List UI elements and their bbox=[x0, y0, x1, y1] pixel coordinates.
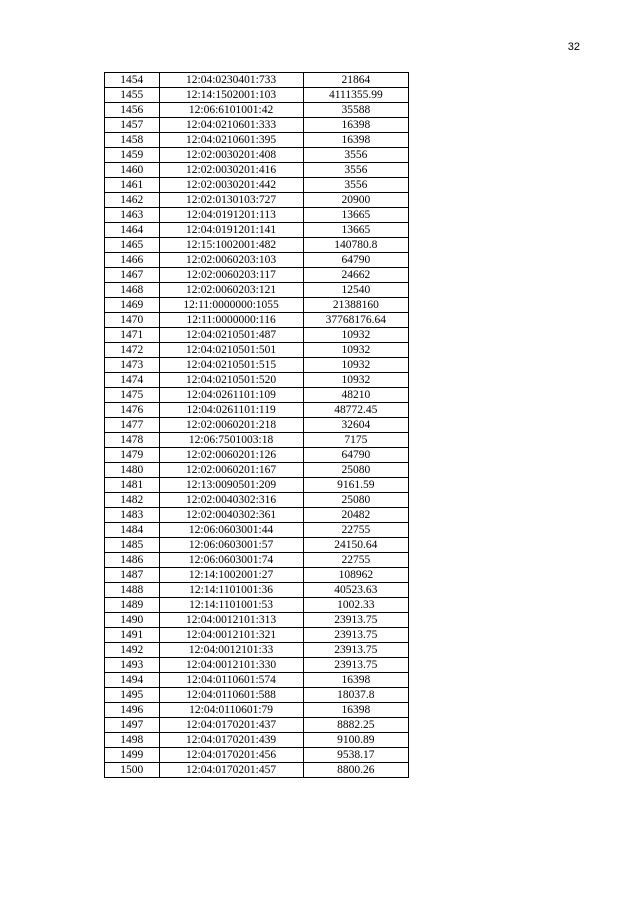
amount-cell: 64790 bbox=[303, 253, 408, 268]
row-number-cell: 1474 bbox=[105, 373, 160, 388]
table-row bbox=[105, 148, 409, 163]
cadastral-number-cell: 12:04:0210501:515 bbox=[159, 358, 303, 373]
amount-cell: 1002.33 bbox=[303, 598, 408, 613]
cadastral-number-cell: 12:04:0170201:439 bbox=[159, 733, 303, 748]
cadastral-number-cell: 12:04:0170201:437 bbox=[159, 718, 303, 733]
table-row bbox=[105, 718, 409, 733]
cadastral-number-cell: 12:02:0030201:442 bbox=[159, 178, 303, 193]
amount-cell: 21388160 bbox=[303, 298, 408, 313]
row-number-cell: 1471 bbox=[105, 328, 160, 343]
row-number-cell: 1499 bbox=[105, 748, 160, 763]
cadastral-number-cell: 12:02:0060203:103 bbox=[159, 253, 303, 268]
cadastral-number-cell: 12:04:0012101:313 bbox=[159, 613, 303, 628]
amount-cell: 3556 bbox=[303, 148, 408, 163]
amount-cell: 13665 bbox=[303, 208, 408, 223]
table-row bbox=[105, 673, 409, 688]
amount-cell: 25080 bbox=[303, 493, 408, 508]
table-row bbox=[105, 613, 409, 628]
row-number-cell: 1462 bbox=[105, 193, 160, 208]
table-row bbox=[105, 403, 409, 418]
amount-cell: 35588 bbox=[303, 103, 408, 118]
row-number-cell: 1494 bbox=[105, 673, 160, 688]
amount-cell: 10932 bbox=[303, 373, 408, 388]
cadastral-number-cell: 12:04:0261101:119 bbox=[159, 403, 303, 418]
row-number-cell: 1467 bbox=[105, 268, 160, 283]
table-row bbox=[105, 448, 409, 463]
cadastral-number-cell: 12:02:0060201:167 bbox=[159, 463, 303, 478]
amount-cell: 140780.8 bbox=[303, 238, 408, 253]
table-row bbox=[105, 73, 409, 88]
cadastral-number-cell: 12:04:0261101:109 bbox=[159, 388, 303, 403]
amount-cell: 8882.25 bbox=[303, 718, 408, 733]
table-row bbox=[105, 583, 409, 598]
amount-cell: 8800.26 bbox=[303, 763, 408, 778]
row-number-cell: 1479 bbox=[105, 448, 160, 463]
amount-cell: 10932 bbox=[303, 328, 408, 343]
row-number-cell: 1463 bbox=[105, 208, 160, 223]
row-number-cell: 1454 bbox=[105, 73, 160, 88]
cadastral-number-cell: 12:04:0110601:574 bbox=[159, 673, 303, 688]
amount-cell: 37768176.64 bbox=[303, 313, 408, 328]
cadastral-number-cell: 12:02:0030201:408 bbox=[159, 148, 303, 163]
row-number-cell: 1459 bbox=[105, 148, 160, 163]
cadastral-number-cell: 12:02:0130103:727 bbox=[159, 193, 303, 208]
row-number-cell: 1472 bbox=[105, 343, 160, 358]
cadastral-number-cell: 12:04:0230401:733 bbox=[159, 73, 303, 88]
row-number-cell: 1480 bbox=[105, 463, 160, 478]
amount-cell: 9100.89 bbox=[303, 733, 408, 748]
table-row bbox=[105, 373, 409, 388]
row-number-cell: 1484 bbox=[105, 523, 160, 538]
amount-cell: 21864 bbox=[303, 73, 408, 88]
amount-cell: 16398 bbox=[303, 133, 408, 148]
table-row bbox=[105, 748, 409, 763]
row-number-cell: 1469 bbox=[105, 298, 160, 313]
row-number-cell: 1476 bbox=[105, 403, 160, 418]
table-row bbox=[105, 283, 409, 298]
cadastral-number-cell: 12:02:0040302:361 bbox=[159, 508, 303, 523]
cadastral-number-cell: 12:04:0110601:588 bbox=[159, 688, 303, 703]
amount-cell: 24150.64 bbox=[303, 538, 408, 553]
amount-cell: 9161.59 bbox=[303, 478, 408, 493]
amount-cell: 16398 bbox=[303, 703, 408, 718]
row-number-cell: 1485 bbox=[105, 538, 160, 553]
table-row bbox=[105, 238, 409, 253]
row-number-cell: 1456 bbox=[105, 103, 160, 118]
table-row bbox=[105, 313, 409, 328]
cadastral-number-cell: 12:11:0000000:116 bbox=[159, 313, 303, 328]
amount-cell: 10932 bbox=[303, 358, 408, 373]
table-row bbox=[105, 643, 409, 658]
cadastral-number-cell: 12:04:0210601:333 bbox=[159, 118, 303, 133]
cadastral-number-cell: 12:04:0012101:33 bbox=[159, 643, 303, 658]
table-row bbox=[105, 133, 409, 148]
amount-cell: 64790 bbox=[303, 448, 408, 463]
row-number-cell: 1487 bbox=[105, 568, 160, 583]
row-number-cell: 1482 bbox=[105, 493, 160, 508]
row-number-cell: 1478 bbox=[105, 433, 160, 448]
row-number-cell: 1493 bbox=[105, 658, 160, 673]
cadastral-number-cell: 12:04:0170201:457 bbox=[159, 763, 303, 778]
cadastral-number-cell: 12:04:0210501:501 bbox=[159, 343, 303, 358]
row-number-cell: 1460 bbox=[105, 163, 160, 178]
cadastral-number-cell: 12:02:0040302:316 bbox=[159, 493, 303, 508]
row-number-cell: 1492 bbox=[105, 643, 160, 658]
row-number-cell: 1455 bbox=[105, 88, 160, 103]
amount-cell: 23913.75 bbox=[303, 643, 408, 658]
table-row bbox=[105, 253, 409, 268]
row-number-cell: 1468 bbox=[105, 283, 160, 298]
cadastral-number-cell: 12:04:0210601:395 bbox=[159, 133, 303, 148]
table-row bbox=[105, 88, 409, 103]
amount-cell: 108962 bbox=[303, 568, 408, 583]
amount-cell: 22755 bbox=[303, 553, 408, 568]
row-number-cell: 1489 bbox=[105, 598, 160, 613]
amount-cell: 23913.75 bbox=[303, 658, 408, 673]
amount-cell: 16398 bbox=[303, 118, 408, 133]
cadastral-number-cell: 12:06:0603001:74 bbox=[159, 553, 303, 568]
cadastral-number-cell: 12:04:0191201:113 bbox=[159, 208, 303, 223]
amount-cell: 20482 bbox=[303, 508, 408, 523]
table-body bbox=[105, 73, 409, 778]
table-row bbox=[105, 193, 409, 208]
amount-cell: 48772.45 bbox=[303, 403, 408, 418]
cadastral-number-cell: 12:04:0210501:487 bbox=[159, 328, 303, 343]
amount-cell: 32604 bbox=[303, 418, 408, 433]
table-row bbox=[105, 268, 409, 283]
cadastral-number-cell: 12:02:0060201:126 bbox=[159, 448, 303, 463]
row-number-cell: 1457 bbox=[105, 118, 160, 133]
page-number: 32 bbox=[567, 41, 580, 53]
table-row bbox=[105, 418, 409, 433]
table-row bbox=[105, 223, 409, 238]
row-number-cell: 1477 bbox=[105, 418, 160, 433]
row-number-cell: 1488 bbox=[105, 583, 160, 598]
table-row bbox=[105, 328, 409, 343]
cadastral-number-cell: 12:02:0060201:218 bbox=[159, 418, 303, 433]
cadastral-number-cell: 12:02:0060203:121 bbox=[159, 283, 303, 298]
row-number-cell: 1490 bbox=[105, 613, 160, 628]
cadastral-number-cell: 12:06:0603001:57 bbox=[159, 538, 303, 553]
cadastral-number-cell: 12:02:0060203:117 bbox=[159, 268, 303, 283]
table-row bbox=[105, 688, 409, 703]
cadastral-number-cell: 12:04:0012101:321 bbox=[159, 628, 303, 643]
table-row bbox=[105, 568, 409, 583]
cadastral-number-cell: 12:02:0030201:416 bbox=[159, 163, 303, 178]
table-row bbox=[105, 538, 409, 553]
table-row bbox=[105, 598, 409, 613]
amount-cell: 7175 bbox=[303, 433, 408, 448]
row-number-cell: 1481 bbox=[105, 478, 160, 493]
row-number-cell: 1464 bbox=[105, 223, 160, 238]
data-table bbox=[104, 72, 409, 778]
row-number-cell: 1483 bbox=[105, 508, 160, 523]
cadastral-number-cell: 12:14:1101001:36 bbox=[159, 583, 303, 598]
amount-cell: 3556 bbox=[303, 163, 408, 178]
amount-cell: 23913.75 bbox=[303, 628, 408, 643]
amount-cell: 18037.8 bbox=[303, 688, 408, 703]
table-row bbox=[105, 433, 409, 448]
table-row bbox=[105, 463, 409, 478]
table-row bbox=[105, 343, 409, 358]
cadastral-number-cell: 12:04:0210501:520 bbox=[159, 373, 303, 388]
table-row bbox=[105, 733, 409, 748]
table-row bbox=[105, 628, 409, 643]
amount-cell: 25080 bbox=[303, 463, 408, 478]
row-number-cell: 1491 bbox=[105, 628, 160, 643]
table-row bbox=[105, 163, 409, 178]
row-number-cell: 1466 bbox=[105, 253, 160, 268]
amount-cell: 40523.63 bbox=[303, 583, 408, 598]
cadastral-number-cell: 12:15:1002001:482 bbox=[159, 238, 303, 253]
table-row bbox=[105, 553, 409, 568]
amount-cell: 9538.17 bbox=[303, 748, 408, 763]
row-number-cell: 1495 bbox=[105, 688, 160, 703]
table-row bbox=[105, 478, 409, 493]
row-number-cell: 1461 bbox=[105, 178, 160, 193]
cadastral-number-cell: 12:14:1101001:53 bbox=[159, 598, 303, 613]
amount-cell: 22755 bbox=[303, 523, 408, 538]
amount-cell: 3556 bbox=[303, 178, 408, 193]
amount-cell: 20900 bbox=[303, 193, 408, 208]
table-row bbox=[105, 703, 409, 718]
amount-cell: 48210 bbox=[303, 388, 408, 403]
row-number-cell: 1497 bbox=[105, 718, 160, 733]
row-number-cell: 1496 bbox=[105, 703, 160, 718]
row-number-cell: 1498 bbox=[105, 733, 160, 748]
amount-cell: 24662 bbox=[303, 268, 408, 283]
cadastral-number-cell: 12:11:0000000:1055 bbox=[159, 298, 303, 313]
table-row bbox=[105, 178, 409, 193]
amount-cell: 12540 bbox=[303, 283, 408, 298]
table-row bbox=[105, 103, 409, 118]
row-number-cell: 1486 bbox=[105, 553, 160, 568]
table-row bbox=[105, 208, 409, 223]
cadastral-number-cell: 12:06:7501003:18 bbox=[159, 433, 303, 448]
table-row bbox=[105, 763, 409, 778]
table-row bbox=[105, 358, 409, 373]
cadastral-number-cell: 12:06:6101001:42 bbox=[159, 103, 303, 118]
table-row bbox=[105, 658, 409, 673]
row-number-cell: 1475 bbox=[105, 388, 160, 403]
row-number-cell: 1470 bbox=[105, 313, 160, 328]
table-row bbox=[105, 523, 409, 538]
cadastral-number-cell: 12:04:0191201:141 bbox=[159, 223, 303, 238]
table-row bbox=[105, 508, 409, 523]
cadastral-number-cell: 12:04:0170201:456 bbox=[159, 748, 303, 763]
row-number-cell: 1500 bbox=[105, 763, 160, 778]
amount-cell: 4111355.99 bbox=[303, 88, 408, 103]
cadastral-number-cell: 12:13:0090501:209 bbox=[159, 478, 303, 493]
cadastral-number-cell: 12:14:1002001:27 bbox=[159, 568, 303, 583]
cadastral-number-cell: 12:14:1502001:103 bbox=[159, 88, 303, 103]
row-number-cell: 1473 bbox=[105, 358, 160, 373]
amount-cell: 13665 bbox=[303, 223, 408, 238]
cadastral-number-cell: 12:06:0603001:44 bbox=[159, 523, 303, 538]
table-row bbox=[105, 298, 409, 313]
amount-cell: 16398 bbox=[303, 673, 408, 688]
cadastral-number-cell: 12:04:0012101:330 bbox=[159, 658, 303, 673]
cadastral-number-cell: 12:04:0110601:79 bbox=[159, 703, 303, 718]
row-number-cell: 1458 bbox=[105, 133, 160, 148]
amount-cell: 23913.75 bbox=[303, 613, 408, 628]
amount-cell: 10932 bbox=[303, 343, 408, 358]
row-number-cell: 1465 bbox=[105, 238, 160, 253]
table-row bbox=[105, 493, 409, 508]
table-row bbox=[105, 118, 409, 133]
table-row bbox=[105, 388, 409, 403]
